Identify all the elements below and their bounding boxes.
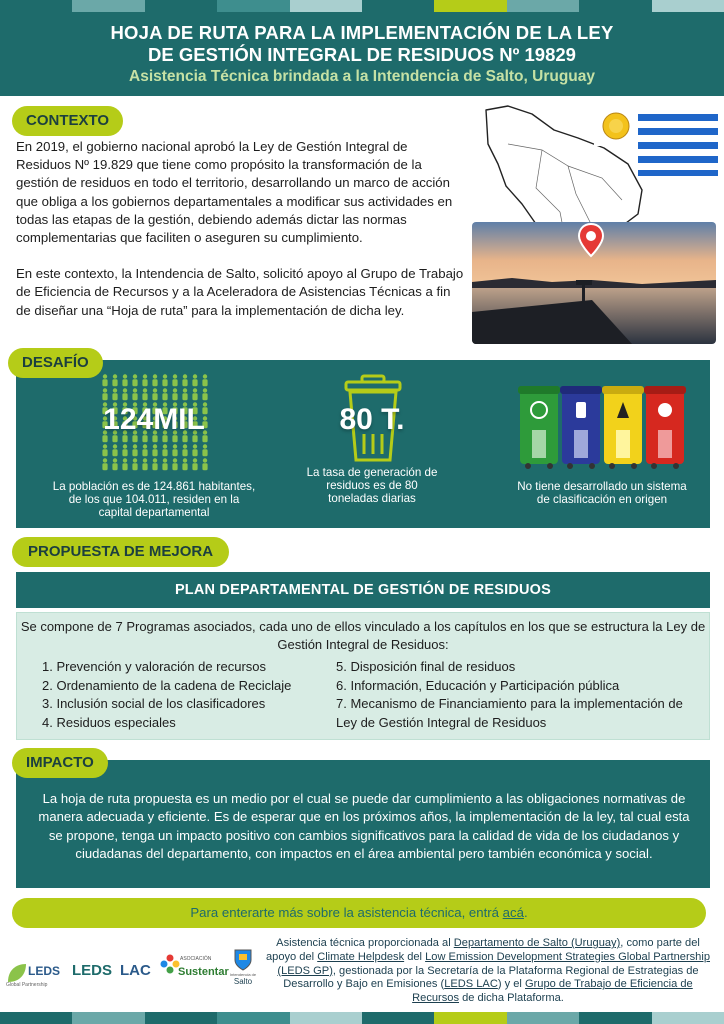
metric-generation-value: 80 T. (339, 403, 405, 436)
program-list-right (336, 658, 706, 732)
page-title-line2: DE GESTIÓN INTEGRAL DE RESIDUOS Nº 19829 (148, 44, 576, 65)
metric-population-caption: La población es de 124.861 habitantes, de los que 104.011, residen en la capital departamental (52, 480, 256, 519)
leds-logo-sub: Global Partnership (6, 982, 48, 988)
stripe-segment (72, 1012, 144, 1024)
plan-title: PLAN DEPARTAMENTAL DE GESTIÓN DE RESIDUOS (16, 572, 710, 608)
stripe-segment (0, 1012, 72, 1024)
footer-text-part: Asistencia técnica proporcionada al (276, 937, 454, 949)
coat-of-arms-icon (233, 948, 253, 972)
program-list-left (42, 658, 332, 732)
ledslac-logo-a: LEDS (72, 962, 113, 979)
map-pin-icon (576, 222, 606, 258)
stripe-segment (290, 1012, 362, 1024)
salto-logo-top: Intendencia de (229, 972, 257, 977)
leds-lac-logo (72, 958, 156, 992)
stripe-segment (579, 1012, 651, 1024)
bottom-color-stripe (0, 1012, 724, 1024)
footer-link-grupo-trabajo[interactable]: Grupo de Trabajo de Eficiencia de Recursos (412, 978, 693, 1005)
top-color-stripe (0, 0, 724, 12)
stripe-segment (72, 0, 144, 12)
footer-link-climate-helpdesk[interactable]: Climate Helpdesk (317, 950, 405, 963)
metric-generation-caption: La tasa de generación de residuos es de 80 toneladas diarias (306, 466, 438, 505)
sustentar-logo-text: Sustentar (178, 966, 229, 978)
header-banner (0, 12, 724, 96)
page-title-line1: HOJA DE RUTA PARA LA IMPLEMENTACIÓN DE LA LEY (110, 22, 614, 43)
stripe-segment (362, 1012, 434, 1024)
sustentar-logo-top: ASOCIACIÓN (180, 956, 212, 962)
program-item: 5. Disposición final de residuos (336, 659, 516, 674)
metric-classification (514, 370, 690, 520)
stripe-segment (217, 0, 289, 12)
stripe-segment (290, 0, 362, 12)
impacto-text: La hoja de ruta propuesta es un medio por el cual se puede dar cumplimiento a las obligaciones normativas de manera adecuada y eficiente. Es de esperar que en los próximos años, la implementación de la ley, tal cual esta se propone, tenga un impacto positivo con cambios significativos para la calidad de vida de los ciudadanos y ciudadanas del departamento, con impactos en el área ambiental pero también económica y social. (38, 791, 690, 861)
metric-generation (304, 370, 440, 520)
footer-link-leds-gp[interactable]: Low Emission Development Strategies Global Partnership (LEDS GP) (277, 950, 710, 977)
stripe-segment (145, 1012, 217, 1024)
sustentar-logo (160, 954, 229, 990)
metric-population (52, 370, 256, 520)
leds-logo-text: LEDS (28, 964, 61, 978)
stripe-segment (652, 0, 724, 12)
leaf-icon (6, 962, 28, 984)
footer-text-part: del (404, 950, 426, 963)
program-item: 1. Prevención y valoración de recursos (42, 659, 267, 674)
program-item: 2. Ordenamiento de la cadena de Reciclaje (42, 677, 292, 693)
salto-logo-text: Salto (233, 977, 253, 986)
program-item: 6. Información, Educación y Participación pública (336, 677, 620, 693)
stripe-segment (0, 0, 72, 12)
section-label-contexto: CONTEXTO (12, 106, 123, 136)
stripe-segment (217, 1012, 289, 1024)
more-info-link[interactable]: acá (502, 905, 524, 920)
recycling-bins-icon (518, 382, 686, 470)
footer-text-part: , como parte del apoyo del (266, 937, 700, 963)
footer-credits (262, 937, 714, 1006)
contexto-paragraph-1: En 2019, el gobierno nacional aprobó la Ley de Gestión Integral de Residuos Nº 19.829 que tiene como propósito la transformación de la gestión de residuos en todo el territorio, desarrollando un marco de acción que obliga a los gobiernos departamentales a modificar sus actividades en todas las etapas de la gestión, debiendo además dictar las normas complementarias que faciliten o aseguren su cumplimiento. (16, 139, 453, 246)
stripe-segment (652, 1012, 724, 1024)
contexto-paragraph-2: En este contexto, la Intendencia de Salto, solicitó apoyo al Grupo de Trabajo de Eficiencia de Recursos y a la Aceleradora de Asistencias Técnicas a fin de diseñar una “Hoja de ruta” para la implementación de dicha ley. (16, 266, 464, 318)
program-item: 7. Mecanismo de Financiamiento para la implementación de Ley de Gestión Integral de Residuos (336, 696, 683, 730)
more-info-text: Para enterarte más sobre la asistencia técnica, entrá (190, 905, 499, 920)
footer-link-salto[interactable]: Departamento de Salto (Uruguay) (453, 937, 621, 949)
footer-text-part: ) y el (497, 978, 525, 991)
stripe-segment (434, 1012, 506, 1024)
stripe-segment (362, 0, 434, 12)
more-info-end: . (523, 905, 528, 920)
stripe-segment (434, 0, 506, 12)
metric-population-value: 124MIL (103, 403, 205, 436)
footer-text-part: , gestionada por la Secretaría de la Plataforma Regional de Estrategias de Desarrollo y Bajo en Emisiones ( (283, 964, 699, 991)
section-label-impacto: IMPACTO (12, 748, 108, 778)
flower-icon (160, 954, 180, 974)
contexto-text (16, 138, 464, 320)
stripe-segment (507, 0, 579, 12)
footer-text-part: de dicha Plataforma. (459, 992, 564, 1005)
stripe-segment (507, 1012, 579, 1024)
ledslac-logo-b: LAC (120, 962, 151, 979)
more-info-banner (12, 898, 706, 928)
section-label-propuesta: PROPUESTA DE MEJORA (12, 537, 229, 567)
page-subtitle: Asistencia Técnica brindada a la Intendencia de Salto, Uruguay (129, 68, 595, 85)
section-label-desafio: DESAFÍO (8, 348, 103, 378)
plan-intro-text: Se compone de 7 Programas asociados, cada uno de ellos vinculado a los capítulos en los que se estructura la Ley de Gestión Integral de Residuos: (20, 619, 706, 652)
program-item: 4. Residuos especiales (42, 714, 176, 730)
footer-link-leds-lac[interactable]: LEDS LAC (444, 978, 498, 991)
metric-classification-caption: No tiene desarrollado un sistema de clasificación en origen (517, 480, 687, 506)
stripe-segment (145, 0, 217, 12)
program-item: 3. Inclusión social de los clasificadores (42, 696, 266, 711)
stripe-segment (579, 0, 651, 12)
intendencia-salto-logo (228, 948, 258, 990)
leds-gp-logo (6, 958, 62, 992)
